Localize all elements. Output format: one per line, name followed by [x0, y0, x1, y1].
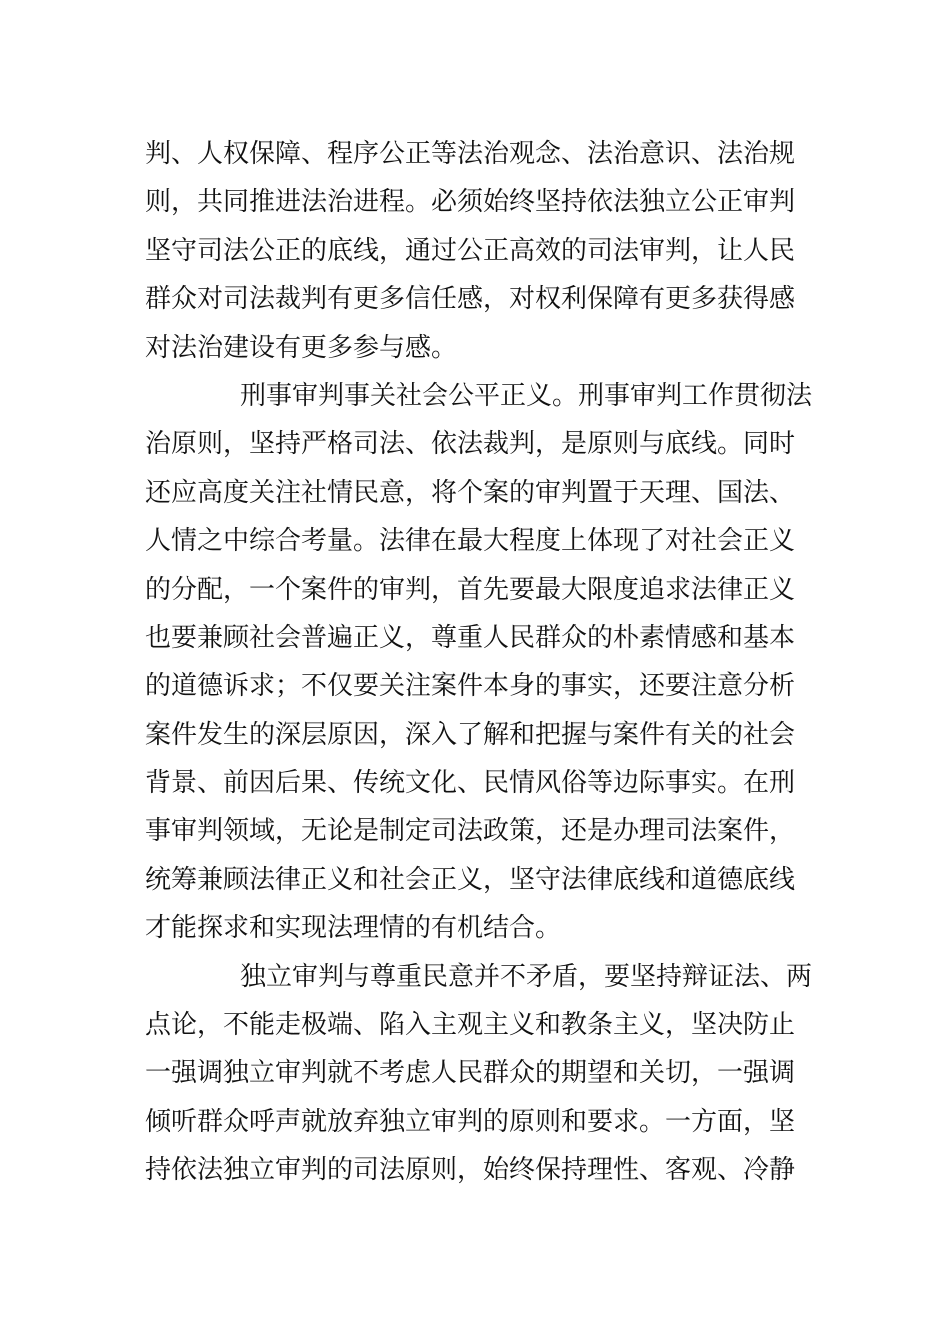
- text-line: 案件发生的深层原因，深入了解和把握与案件有关的社会: [145, 719, 796, 750]
- text-line: 治原则，坚持严格司法、依法裁判，是原则与底线。同时: [145, 429, 796, 460]
- text-line: 倾听群众呼声就放弃独立审判的原则和要求。一方面，坚: [145, 1106, 796, 1137]
- paragraph-first-line: 刑事审判事关社会公平正义。刑事审判工作贯彻法: [240, 380, 813, 411]
- text-line: 对法治建设有更多参与感。: [145, 332, 458, 363]
- text-line: 事审判领域，无论是制定司法政策，还是办理司法案件，: [145, 816, 796, 847]
- text-line: 持依法独立审判的司法原则，始终保持理性、客观、冷静: [145, 1155, 796, 1186]
- text-line: 坚守司法公正的底线，通过公正高效的司法审判，让人民: [145, 235, 796, 266]
- text-line: 人情之中综合考量。法律在最大程度上体现了对社会正义: [145, 526, 796, 557]
- body-text: [145, 130, 825, 1195]
- text-line: 群众对司法裁判有更多信任感，对权利保障有更多获得感: [145, 284, 796, 315]
- text-line: 也要兼顾社会普遍正义，尊重人民群众的朴素情感和基本: [145, 622, 796, 653]
- text-line: 还应高度关注社情民意，将个案的审判置于天理、国法、: [145, 477, 796, 508]
- text-line: 点论，不能走极端、陷入主观主义和教条主义，坚决防止: [145, 1010, 796, 1041]
- text-line: 才能探求和实现法理情的有机结合。: [145, 913, 562, 944]
- text-line: 背景、前因后果、传统文化、民情风俗等边际事实。在刑: [145, 768, 796, 799]
- text-line: 的道德诉求；不仅要关注案件本身的事实，还要注意分析: [145, 671, 796, 702]
- text-line: 统筹兼顾法律正义和社会正义，坚守法律底线和道德底线: [145, 864, 796, 895]
- text-line: 判、人权保障、程序公正等法治观念、法治意识、法治规: [145, 139, 796, 169]
- text-line: 的分配，一个案件的审判，首先要最大限度追求法律正义: [145, 574, 796, 605]
- text-line: 一强调独立审判就不考虑人民群众的期望和关切，一强调: [145, 1058, 796, 1089]
- paragraph-first-line: 独立审判与尊重民意并不矛盾，要坚持辩证法、两: [240, 961, 813, 992]
- text-line: 则，共同推进法治进程。必须始终坚持依法独立公正审判: [145, 187, 796, 218]
